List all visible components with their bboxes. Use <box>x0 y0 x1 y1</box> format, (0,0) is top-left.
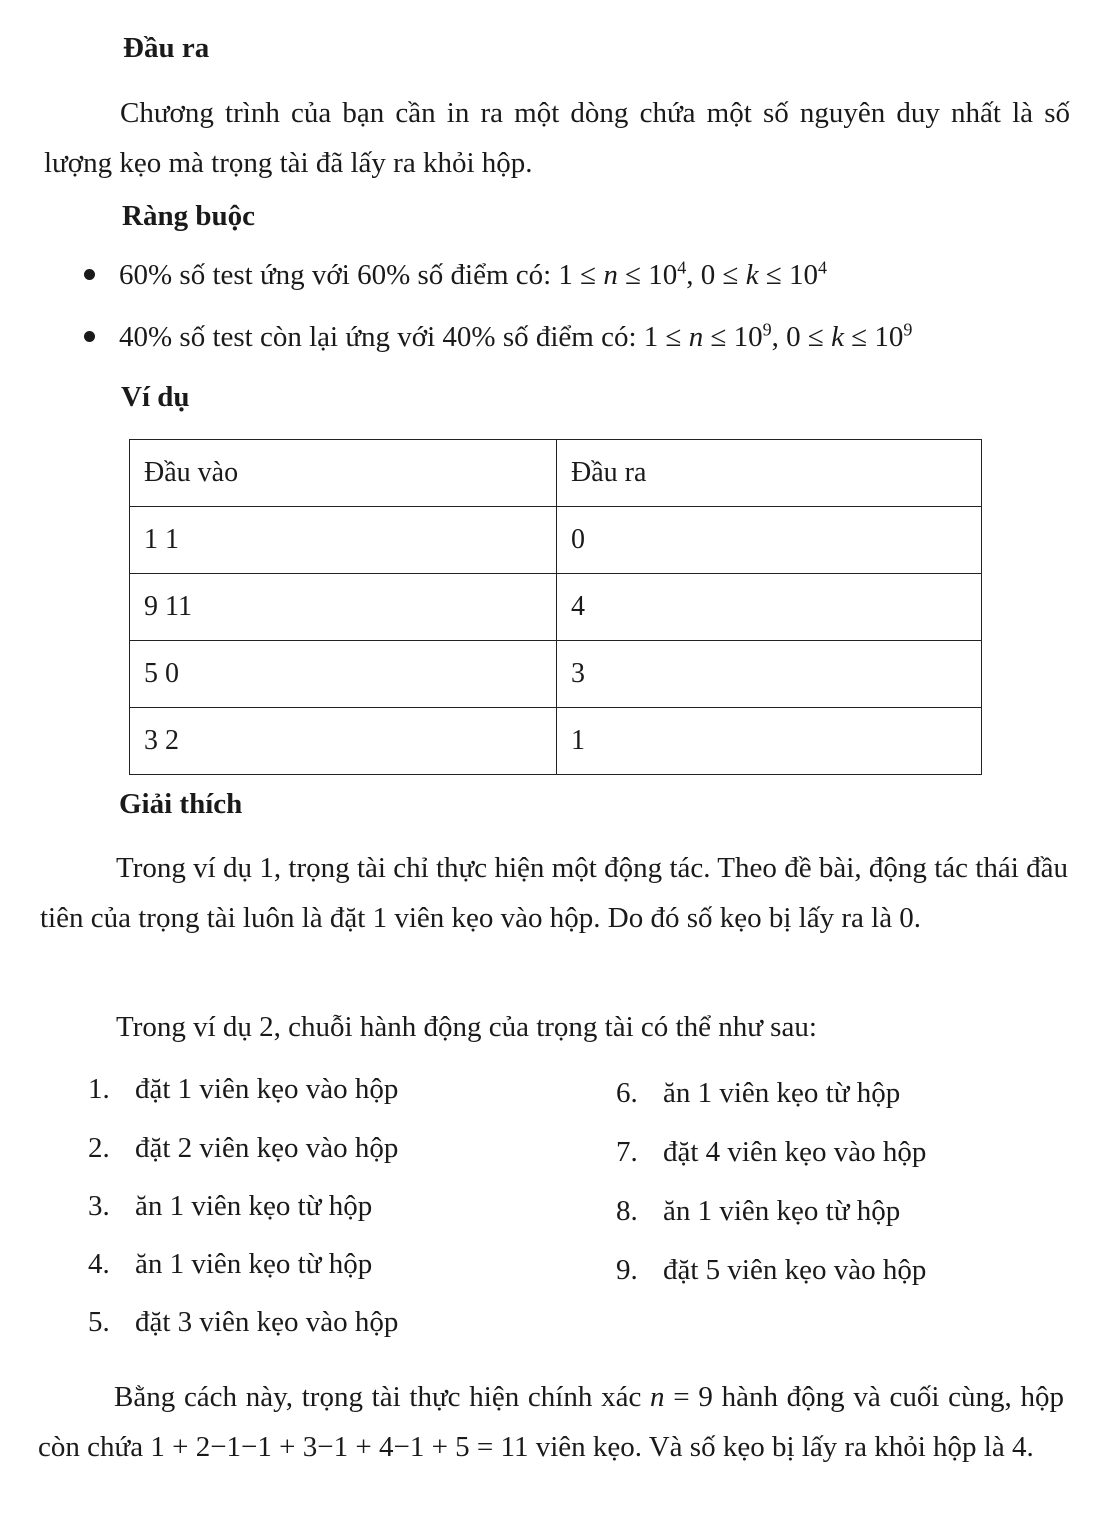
list-text: ăn 1 viên kẹo từ hộp <box>663 1077 901 1109</box>
constraint-text: 40% số test còn lại ứng với 40% số điểm có: 1 ≤ <box>119 321 689 353</box>
constraint-text: ≤ 10 <box>758 259 818 291</box>
list-text: ăn 1 viên kẹo từ hộp <box>135 1190 373 1222</box>
explanation-paragraph-2 <box>40 1002 1068 1052</box>
exponent: 9 <box>762 319 772 340</box>
bullet-icon <box>84 269 95 280</box>
example-heading: Ví dụ <box>121 381 190 413</box>
list-number: 4. <box>88 1248 110 1280</box>
list-number: 1. <box>88 1073 110 1105</box>
list-item <box>616 1254 926 1287</box>
list-text: đặt 5 viên kẹo vào hộp <box>663 1254 927 1286</box>
explanation-paragraph-3 <box>38 1372 1064 1472</box>
constraints-heading: Ràng buộc <box>122 200 255 232</box>
table-header-row <box>130 440 982 507</box>
var-k: k <box>831 321 844 353</box>
var-n: n <box>650 1381 665 1413</box>
constraint-text: , 0 ≤ <box>771 321 832 353</box>
table-header-output: Đầu ra <box>557 440 982 507</box>
table-row <box>130 641 982 708</box>
list-number: 6. <box>616 1077 638 1109</box>
list-item <box>88 1190 372 1223</box>
table-cell-input: 3 2 <box>130 708 557 775</box>
list-item <box>88 1132 398 1165</box>
list-text: đặt 1 viên kẹo vào hộp <box>135 1073 399 1105</box>
output-paragraph <box>44 88 1070 188</box>
constraint-bullet-1 <box>84 259 827 292</box>
table-cell-input: 9 11 <box>130 574 557 641</box>
list-item <box>88 1073 398 1106</box>
exponent: 9 <box>903 319 913 340</box>
explanation-paragraph-1 <box>40 843 1068 943</box>
table-cell-output: 0 <box>557 507 982 574</box>
output-paragraph-text: Chương trình của bạn cần in ra một dòng chứa một số nguyên duy nhất là số lượng kẹo mà trọng tài đã lấy ra khỏi hộp. <box>44 97 1070 179</box>
explanation-text: Trong ví dụ 1, trọng tài chỉ thực hiện một động tác. Theo đề bài, động tác thái đầu tiên của trọng tài luôn là đặt 1 viên kẹo vào hộp. Do đó số kẹo bị lấy ra là 0. <box>40 852 1068 934</box>
constraint-text: , 0 ≤ <box>686 259 746 291</box>
table-row <box>130 507 982 574</box>
constraint-text: 60% số test ứng với 60% số điểm có: 1 ≤ <box>119 259 604 291</box>
bullet-icon <box>84 331 95 342</box>
explanation-text: Bằng cách này, trọng tài thực hiện chính xác <box>114 1381 651 1413</box>
list-text: ăn 1 viên kẹo từ hộp <box>135 1248 373 1280</box>
explanation-heading: Giải thích <box>119 788 243 820</box>
list-text: đặt 3 viên kẹo vào hộp <box>135 1306 399 1338</box>
var-n: n <box>688 321 704 353</box>
example-table <box>129 439 982 775</box>
list-text: đặt 2 viên kẹo vào hộp <box>135 1132 399 1164</box>
list-number: 7. <box>616 1136 638 1168</box>
list-text: đặt 4 viên kẹo vào hộp <box>663 1136 927 1168</box>
var-k: k <box>745 259 759 291</box>
var-n: n <box>603 259 618 291</box>
list-item <box>88 1306 398 1339</box>
constraint-text: ≤ 10 <box>617 259 678 291</box>
list-number: 3. <box>88 1190 110 1222</box>
table-cell-output: 1 <box>557 708 982 775</box>
table-row <box>130 708 982 775</box>
table-row <box>130 574 982 641</box>
list-item <box>616 1077 900 1110</box>
list-number: 5. <box>88 1306 110 1338</box>
table-cell-output: 4 <box>557 574 982 641</box>
table-cell-input: 1 1 <box>130 507 557 574</box>
table-cell-output: 3 <box>557 641 982 708</box>
exponent: 4 <box>818 257 827 278</box>
explanation-text: = 9 hành động và cuối cùng, hộp còn chứa 1 + 2−1−1 + 3−1 + 4−1 + 5 = 11 viên kẹo. Và số kẹo bị lấy ra khỏi hộp là 4. <box>38 1381 1064 1463</box>
table-cell-input: 5 0 <box>130 641 557 708</box>
list-number: 8. <box>616 1195 638 1227</box>
output-heading: Đầu ra <box>123 32 210 64</box>
table-header-input: Đầu vào <box>130 440 557 507</box>
explanation-text: Trong ví dụ 2, chuỗi hành động của trọng tài có thể như sau: <box>116 1011 817 1043</box>
list-item <box>616 1195 900 1228</box>
exponent: 4 <box>677 257 687 278</box>
constraint-text: ≤ 10 <box>843 321 904 353</box>
list-number: 9. <box>616 1254 638 1286</box>
list-number: 2. <box>88 1132 110 1164</box>
list-text: ăn 1 viên kẹo từ hộp <box>663 1195 901 1227</box>
constraint-text: ≤ 10 <box>703 321 763 353</box>
constraint-bullet-2 <box>84 321 912 354</box>
list-item <box>616 1136 926 1169</box>
list-item <box>88 1248 372 1281</box>
